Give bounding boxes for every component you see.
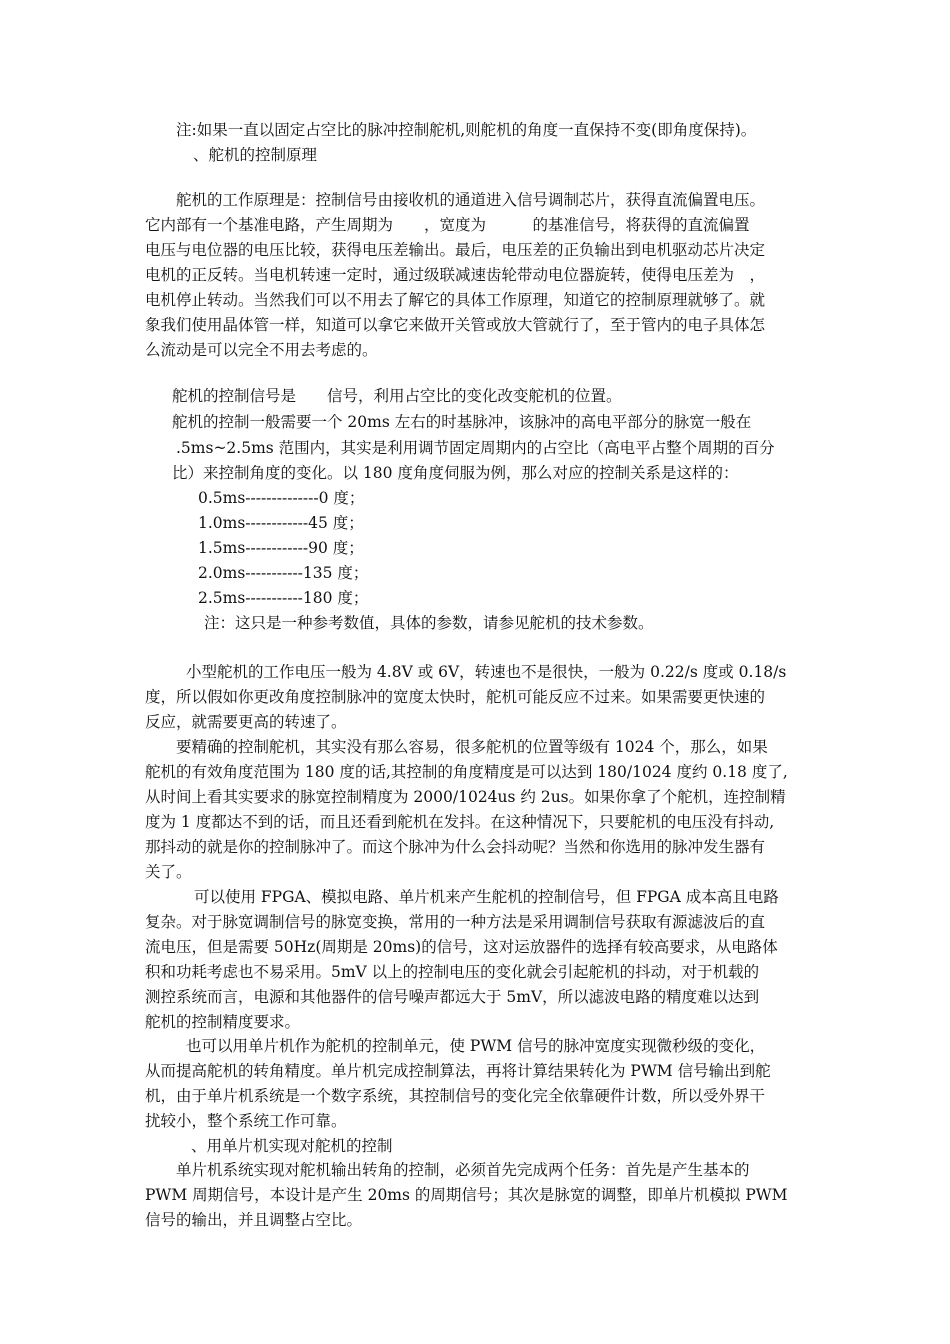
para2-line: 舵机的控制一般需要一个 20ms 左右的时基脉冲，该脉冲的高电平部分的脉宽一般在 [172, 413, 752, 431]
para7-line: PWM 周期信号，本设计是产生 20ms 的周期信号；其次是脉宽的调整，即单片机模拟 PWM [145, 1186, 788, 1204]
para4-line: 那抖动的就是你的控制脉冲了。而这个脉冲为什么会抖动呢？当然和你选用的脉冲发生器有 [145, 838, 766, 856]
para7-line: 信号的输出，并且调整占空比。 [145, 1211, 363, 1229]
para3-line: 度，所以假如你更改角度控制脉冲的宽度太快时，舵机可能反应不过来。如果需要更快速的 [145, 688, 766, 706]
para1-line: 电机的正反转。当电机转速一定时，通过级联减速齿轮带动电位器旋转，使得电压差为 ， [145, 266, 766, 284]
para3-line: 反应，就需要更高的转速了。 [145, 713, 347, 731]
para6-line: 也可以用单片机作为舵机的控制单元，使 PWM 信号的脉冲宽度实现微秒级的变化， [186, 1037, 766, 1055]
angle-table-row: 2.5ms-----------180 度； [198, 589, 369, 607]
para5-line: 复杂。对于脉宽调制信号的脉宽变换，常用的一种方法是采用调制信号获取有源滤波后的直 [145, 913, 766, 931]
para2-line: 舵机的控制信号是 信号，利用占空比的变化改变舵机的位置。 [172, 387, 622, 405]
angle-table-row: 0.5ms--------------0 度； [198, 489, 365, 507]
para4-line: 舵机的有效角度范围为 180 度的话,其控制的角度精度是可以达到 180/1024 度约 0.18 度了, [145, 763, 788, 781]
para1-line: 电压与电位器的电压比较，获得电压差输出。最后，电压差的正负输出到电机驱动芯片决定 [145, 241, 766, 259]
para6-line: 从而提高舵机的转角精度。单片机完成控制算法，再将计算结果转化为 PWM 信号输出到舵 [145, 1062, 771, 1080]
para7-line: 单片机系统实现对舵机输出转角的控制，必须首先完成两个任务：首先是产生基本的 [176, 1161, 750, 1179]
para6-line: 扰较小，整个系统工作可靠。 [145, 1112, 347, 1130]
para4-line: 要精确的控制舵机，其实没有那么容易，很多舵机的位置等级有 1024 个，那么，如果 [176, 738, 768, 756]
angle-table-row: 2.0ms-----------135 度； [198, 564, 369, 582]
para1-line: 电机停止转动。当然我们可以不用去了解它的具体工作原理，知道它的控制原理就够了。就 [145, 291, 766, 309]
para2-line: 比）来控制角度的变化。以 180 度角度伺服为例，那么对应的控制关系是这样的： [172, 464, 739, 482]
table-note: 注：这只是一种参考数值，具体的参数，请参见舵机的技术参数。 [204, 614, 654, 632]
para4-line: 关了。 [145, 863, 192, 881]
para5-line: 流电压，但是需要 50Hz(周期是 20ms)的信号，这对运放器件的选择有较高要求，从电路体 [145, 938, 778, 956]
para5-line: 测控系统而言，电源和其他器件的信号噪声都远大于 5mV，所以滤波电路的精度难以达到 [145, 988, 760, 1006]
para4-line: 从时间上看其实要求的脉宽控制精度为 2000/1024us 约 2us。如果你拿了个舵机，连控制精 [145, 788, 786, 806]
para5-line: 舵机的控制精度要求。 [145, 1013, 301, 1031]
para1-line: 舵机的工作原理是：控制信号由接收机的通道进入信号调制芯片，获得直流偏置电压。 [176, 191, 766, 209]
heading-mcu-control: 、用单片机实现对舵机的控制 [191, 1137, 393, 1155]
angle-table-row: 1.5ms------------90 度； [198, 539, 364, 557]
angle-table-row: 1.0ms------------45 度； [198, 514, 364, 532]
para1-line: 象我们使用晶体管一样，知道可以拿它来做开关管或放大管就行了，至于管内的电子具体怎 [145, 316, 766, 334]
para5-line: 可以使用 FPGA、模拟电路、单片机来产生舵机的控制信号，但 FPGA 成本高且电路 [194, 888, 779, 906]
heading-control-principle: 、舵机的控制原理 [193, 146, 318, 164]
para2-line: .5ms~2.5ms 范围内，其实是利用调节固定周期内的占空比（高电平占整个周期的百分 [176, 439, 775, 457]
para3-line: 小型舵机的工作电压一般为 4.8V 或 6V，转速也不是很快，一般为 0.22/s 度或 0.18/s [186, 663, 787, 681]
intro-note: 注:如果一直以固定占空比的脉冲控制舵机,则舵机的角度一直保持不变(即角度保持)。 [176, 121, 757, 139]
para6-line: 机，由于单片机系统是一个数字系统，其控制信号的变化完全依靠硬件计数，所以受外界干 [145, 1087, 766, 1105]
para4-line: 度为 1 度都达不到的话，而且还看到舵机在发抖。在这种情况下，只要舵机的电压没有抖动, [145, 813, 775, 831]
para5-line: 积和功耗考虑也不易采用。5mV 以上的控制电压的变化就会引起舵机的抖动，对于机载的 [145, 963, 760, 981]
para1-line: 么流动是可以完全不用去考虑的。 [145, 341, 378, 359]
para1-line: 它内部有一个基准电路，产生周期为 ，宽度为 的基准信号，将获得的直流偏置 [145, 216, 750, 234]
